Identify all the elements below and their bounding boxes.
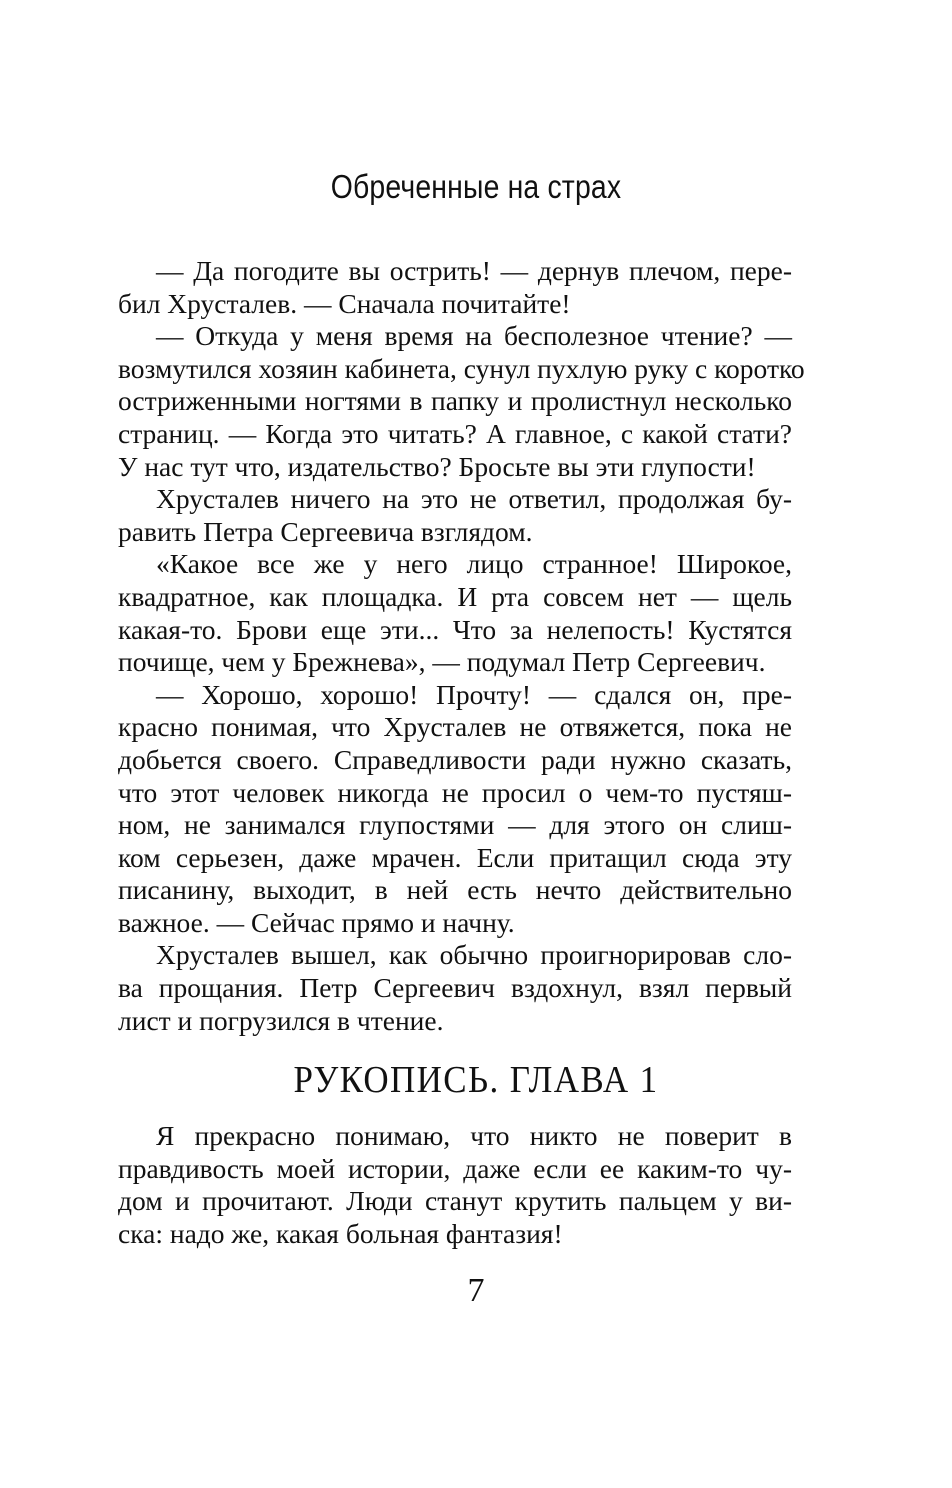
text-line: правдивость моей истории, даже если ее каким-то чу- — [118, 1152, 792, 1184]
text-line: писанину, выходит, в ней есть нечто действительно — [118, 874, 792, 906]
text-line: Хрусталев вышел, как обычно проигнорировав сло- — [156, 939, 792, 971]
chapter-text-block — [118, 1120, 792, 1250]
running-head: Обреченные на страх — [330, 168, 622, 205]
text-line: ном, не занимался глупостями — для этого он слиш- — [118, 809, 792, 841]
page-number: 7 — [467, 1272, 485, 1309]
text-line: — Откуда у меня время на бесполезное чтение? — — [156, 320, 792, 352]
text-line: У нас тут что, издательство? Бросьте вы эти глупости! — [118, 450, 756, 482]
text-line: «Какое все же у него лицо странное! Широкое, — [156, 548, 792, 580]
text-line: остриженными ногтями в папку и пролистнул несколько — [118, 385, 792, 417]
text-line: ком серьезен, даже мрачен. Если притащил сюда эту — [118, 841, 792, 873]
text-line: почище, чем у Брежнева», — подумал Петр Сергеевич. — [118, 646, 766, 678]
text-line: Я прекрасно понимаю, что никто не поверит в — [156, 1120, 792, 1151]
text-line: дом и прочитают. Люди станут крутить пальцем у ви- — [118, 1185, 792, 1217]
text-line: страниц. — Когда это читать? А главное, с какой стати? — [118, 417, 792, 449]
text-line: ска: надо же, какая больная фантазия! — [118, 1217, 563, 1249]
text-line: квадратное, как площадка. И рта совсем нет — щель — [118, 580, 792, 612]
text-line: какая-то. Брови еще эти... Что за нелепость! Кустятся — [118, 613, 792, 645]
text-line: бил Хрусталев. — Сначала почитайте! — [118, 287, 571, 319]
text-line: лист и погрузился в чтение. — [118, 1004, 444, 1036]
text-line: равить Петра Сергеевича взглядом. — [118, 515, 533, 547]
text-line: — Да погодите вы острить! — дернув плечом, пере- — [156, 255, 792, 286]
text-line: добьется своего. Справедливости ради нужно сказать, — [118, 743, 792, 775]
text-line: что этот человек никогда не просил о чем-то пустяш- — [118, 776, 792, 808]
text-line: — Хорошо, хорошо! Прочту! — сдался он, пре- — [156, 678, 792, 710]
text-line: важное. — Сейчас прямо и начну. — [118, 906, 515, 938]
chapter-title: РУКОПИСЬ. ГЛАВА 1 — [293, 1059, 659, 1101]
text-line: красно понимая, что Хрусталев не отвяжется, пока не — [118, 711, 792, 743]
prologue-text-block — [118, 255, 805, 1037]
text-line: возмутился хозяин кабинета, сунул пухлую руку с коротко — [118, 352, 805, 384]
text-line: Хрусталев ничего на это не ответил, продолжая бу- — [156, 483, 792, 515]
text-line: ва прощания. Петр Сергеевич вздохнул, взял первый — [118, 972, 792, 1004]
